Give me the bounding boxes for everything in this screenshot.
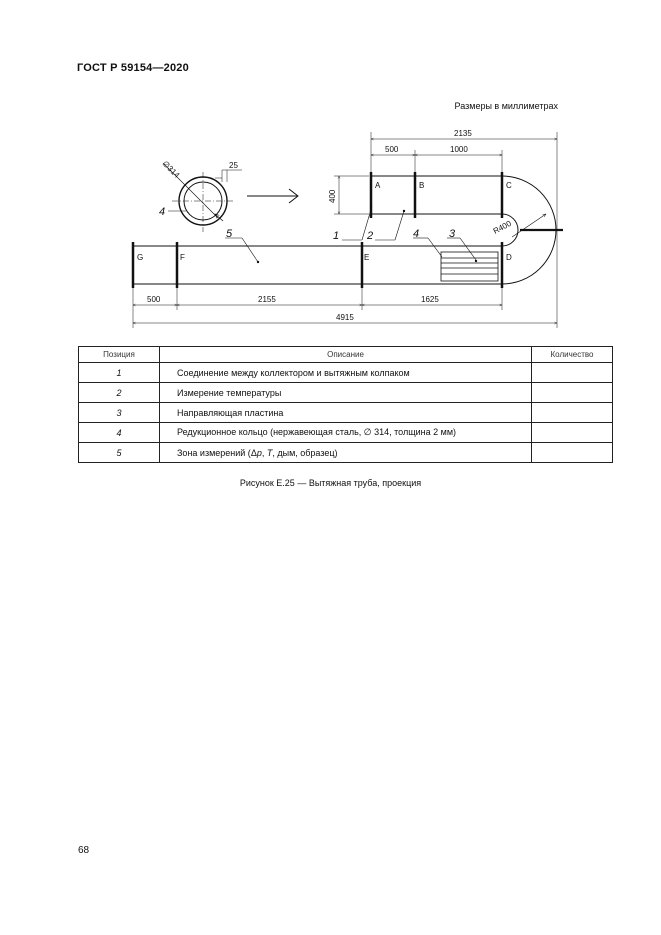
row-description: Редукционное кольцо (нержавеющая сталь, ∅ 314, толщина 2 мм) [160, 423, 532, 443]
callout-3: 3 [449, 228, 456, 240]
table-row [79, 403, 613, 423]
radius-label: R400 [491, 218, 513, 236]
header-quantity: Количество [532, 347, 613, 363]
guide-plate [441, 252, 498, 281]
exhaust-duct-drawing [0, 0, 661, 340]
table-row [79, 443, 613, 463]
row-quantity [532, 443, 613, 463]
callout-5: 5 [226, 228, 233, 240]
table-header-row [79, 347, 613, 363]
table-row [79, 423, 613, 443]
row-description [160, 443, 532, 463]
dim-height: 400 [328, 189, 337, 203]
row-position: 4 [79, 423, 160, 443]
row-position: 5 [79, 443, 160, 463]
dim-ab: 500 [385, 145, 399, 154]
dim-total-top: 2135 [454, 129, 472, 138]
dim-fe: 2155 [258, 295, 276, 304]
header-description: Описание [160, 347, 532, 363]
page-number: 68 [78, 845, 90, 856]
dim-total-bottom: 4915 [336, 313, 354, 322]
desc-prefix: Зона измерений ( [177, 447, 251, 458]
row-quantity [532, 423, 613, 443]
dim-bc: 1000 [450, 145, 468, 154]
upper-duct [371, 172, 502, 218]
desc-delta: Δ [250, 447, 257, 458]
desc-p: p [256, 447, 262, 458]
desc-suffix: , дым, образец) [272, 447, 338, 458]
specification-table [78, 346, 613, 463]
callout-4-ring: 4 [159, 206, 166, 218]
row-quantity [532, 383, 613, 403]
row-position: 3 [79, 403, 160, 423]
desc-sep: , [261, 447, 267, 458]
callout-4: 4 [413, 228, 420, 240]
point-g: G [137, 253, 144, 262]
point-a: A [375, 181, 381, 190]
document-code: ГОСТ Р 59154—2020 [77, 62, 189, 74]
point-f: F [180, 253, 185, 262]
row-description: Направляющая пластина [160, 403, 532, 423]
dim-ed: 1625 [421, 295, 439, 304]
table-row [79, 363, 613, 383]
row-position: 1 [79, 363, 160, 383]
header-position: Позиция [79, 347, 160, 363]
row-quantity [532, 403, 613, 423]
units-note: Размеры в миллиметрах [454, 101, 558, 111]
dim-gf: 500 [147, 295, 161, 304]
point-d: D [506, 253, 512, 262]
projection-arrow [247, 189, 298, 203]
callout-1: 1 [333, 230, 340, 242]
row-position: 2 [79, 383, 160, 403]
desc-t: T [266, 447, 273, 458]
duct-elbow [502, 176, 563, 284]
ring-gap-label: 25 [229, 161, 238, 170]
row-quantity [532, 363, 613, 383]
row-description: Соединение между коллектором и вытяжным колпаком [160, 363, 532, 383]
point-c: C [506, 181, 512, 190]
ring-diameter-label: ∅314 [160, 159, 182, 180]
point-e: E [364, 253, 370, 262]
callout-2: 2 [367, 230, 374, 242]
row-description: Измерение температуры [160, 383, 532, 403]
figure-caption: Рисунок Е.25 — Вытяжная труба, проекция [239, 478, 422, 488]
table-row [79, 383, 613, 403]
point-b: B [419, 181, 425, 190]
